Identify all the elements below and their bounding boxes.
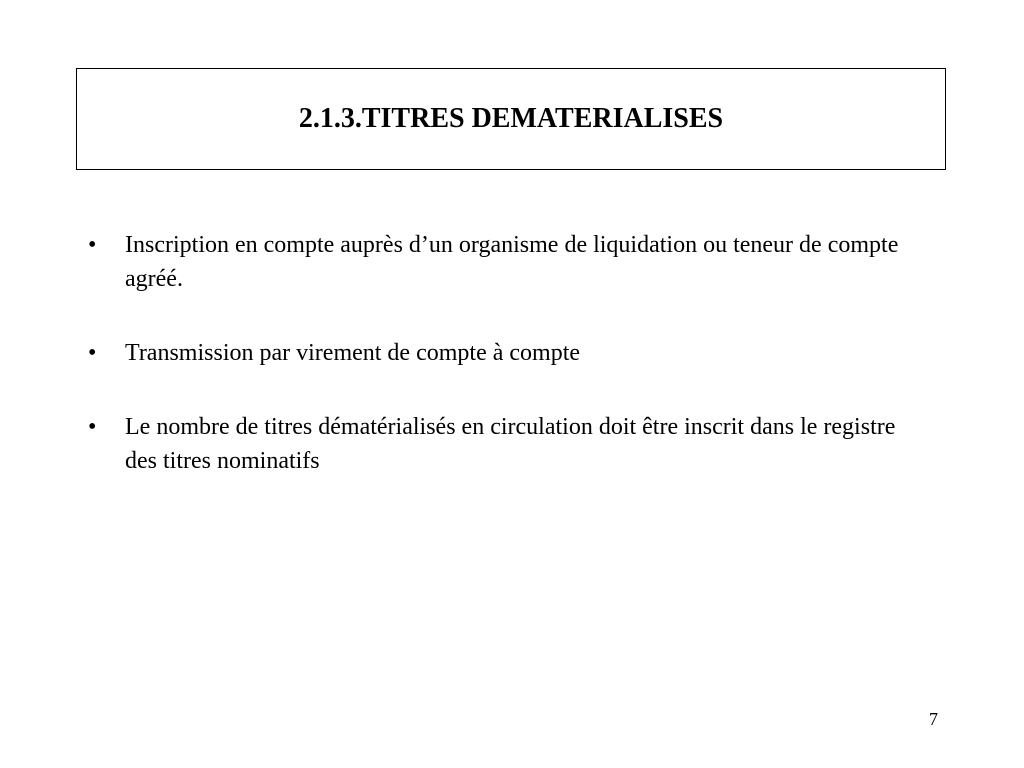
bullet-list: [88, 228, 928, 518]
bullet-text: Transmission par virement de compte à compte: [125, 340, 581, 366]
page-number: 7: [929, 709, 938, 729]
list-item: [88, 336, 928, 370]
bullet-marker: •: [88, 232, 97, 258]
bullet-text: Le nombre de titres dématérialisés en circulation doit être inscrit dans le registre des titres nominatifs: [125, 414, 896, 474]
title-box: [76, 68, 946, 170]
list-item: [88, 228, 928, 296]
bullet-marker: •: [88, 414, 97, 440]
bullet-text: Inscription en compte auprès d’un organisme de liquidation ou teneur de compte agréé.: [125, 232, 899, 292]
bullet-marker: •: [88, 340, 97, 366]
slide-title: 2.1.3.TITRES DEMATERIALISES: [298, 103, 724, 134]
list-item: [88, 410, 928, 478]
